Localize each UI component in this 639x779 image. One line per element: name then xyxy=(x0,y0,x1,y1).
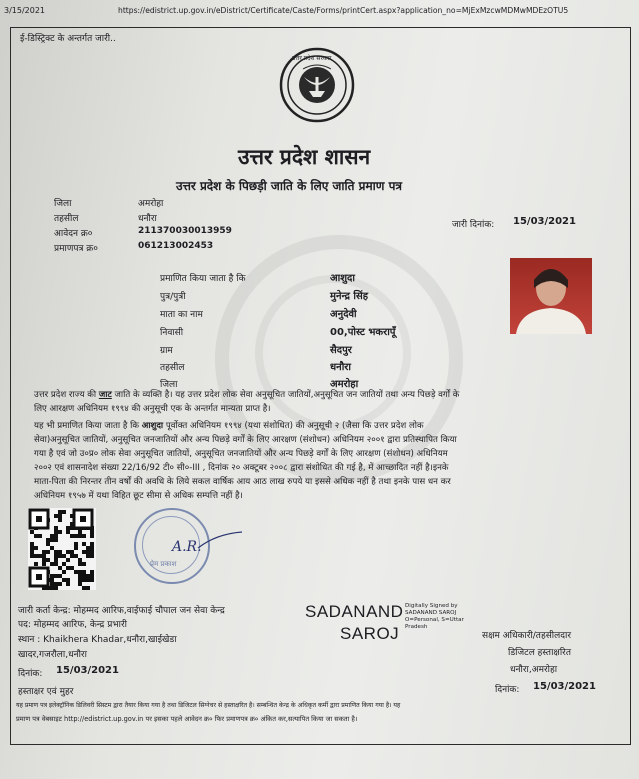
digital-sign-line-1: Digitally Signed by xyxy=(405,603,458,609)
para2-text-a: यह भी प्रमाणित किया जाता है कि xyxy=(34,421,139,431)
issuer-date-label: दिनांक: xyxy=(18,669,43,679)
details-district-label: जिला xyxy=(160,380,178,390)
paragraph-2-line-1 xyxy=(34,420,606,433)
paragraph-2-line-6: अधिनियम १९५७ में यथा विहित छूट सीमा से अधिक सम्पत्ति नहीं है। xyxy=(34,491,243,501)
application-number-label: आवेदन क्र० xyxy=(54,229,93,239)
qr-code xyxy=(28,508,96,590)
parent-name: मुनेन्द्र सिंह xyxy=(330,291,369,302)
certificate-title: उत्तर प्रदेश शासन xyxy=(238,145,371,169)
resident-value: 00,पोस्ट भकरापूँ xyxy=(330,327,396,338)
details-tehsil-label: तहसील xyxy=(160,363,185,373)
signature-stroke xyxy=(196,530,244,552)
paragraph-1-line-2: लिए आरक्षण अधिनियम १९९४ की अनुसूची एक के अन्तर्गत मान्यता प्राप्त है। xyxy=(34,404,271,414)
digital-signer-name-2: SAROJ xyxy=(340,624,400,643)
district-label: जिला xyxy=(54,199,72,209)
certified-label: प्रमाणित किया जाता है कि xyxy=(160,274,246,284)
issuer-date-value: 15/03/2021 xyxy=(56,665,119,676)
paragraph-2-line-5: माता-पिता की निरन्तर तीन वर्षों की अवधि के लिये सकल वार्षिक आय आठ लाख रुपये या इससे अधिक नहीं है तथा इनके पास धन कर xyxy=(34,477,451,487)
digital-sign-line-4: Pradesh xyxy=(405,624,428,630)
resident-label: निवासी xyxy=(160,328,184,338)
issued-under-text: ई-डिस्ट्रिक्ट के अन्तर्गत जारी.. xyxy=(20,34,116,44)
paragraph-2-line-4: २००२ एवं शासनादेश संख्या 22/16/92 टी० सी०-III , दिनांक २० अक्टूबर २००८ द्वारा संशोधित की गई है, में आच्छादित नहीं है।इनके xyxy=(34,463,449,473)
digital-signer-name-1: SADANAND xyxy=(305,602,404,621)
issuer-place-2: खादर,गजरौला,धनौरा xyxy=(18,650,87,660)
issue-date-label: जारी दिनांक: xyxy=(452,220,495,230)
authority-place: धनौरा,अमरोहा xyxy=(510,665,558,675)
print-date: 3/15/2021 xyxy=(4,6,46,15)
village-label: ग्राम xyxy=(160,346,173,356)
digital-signature-details xyxy=(405,603,464,631)
issuer-place: स्थान : Khaikhera Khadar,धनौरा,खाईखेडा xyxy=(18,635,177,645)
footer-verification-link[interactable]: http://edistrict.up.gov.in xyxy=(64,715,144,723)
authority-date-value: 15/03/2021 xyxy=(533,681,596,692)
para2-applicant-name: आशुदा xyxy=(141,421,164,431)
authority-title: सक्षम अधिकारी/तहसीलदार xyxy=(482,631,572,641)
certificate-number-value: 061213002453 xyxy=(138,241,214,251)
applicant-photo-figure xyxy=(510,258,592,334)
applicant-photo xyxy=(510,258,592,334)
paragraph-2-line-3: गया है एवं जो उ०प्र० लोक सेवा अनुसूचित जातियों, अनुसूचित जनजातियों और अन्य पिछड़े वर्गों के लिए आरक्षण (संशोधन) अधिनियम xyxy=(34,449,448,459)
authority-sign: डिजिटल हस्ताक्षरित xyxy=(508,648,571,658)
district-value: अमरोहा xyxy=(138,199,164,209)
tehsil-label: तहसील xyxy=(54,214,79,224)
certificate-number-label: प्रमाणपत्र क्र० xyxy=(54,244,98,254)
digital-sign-line-3: O=Personal, S=Uttar xyxy=(405,617,464,623)
paragraph-1-line-1 xyxy=(34,389,606,402)
footer-line-2 xyxy=(16,714,357,723)
footer-line-1: यह प्रमाण पत्र इलेक्ट्रॉनिक डिलिवरी सिस्टम द्वारा तैयार किया गया है तथा डिजिटल सिग्नेचर से हस्ताक्षरित है। सम्बन्धित केन्द्र के अधिकृत कर्मी द्वारा प्रमाणित किया गया है। यह xyxy=(16,702,401,709)
signature-initials: A.R. xyxy=(172,539,202,555)
parent-label: पुत्र/पुत्री xyxy=(160,292,186,302)
para2-text-b: पूर्वोक्त अधिनियम १९९४ (यथा संशोधित) की अनुसूची २ (जैसा कि उत्तर प्रदेश लोक xyxy=(165,421,424,431)
digital-sign-line-2: SADANAND SAROJ xyxy=(405,610,457,616)
emblem-text: उत्तर प्रदेश सरकार xyxy=(292,55,332,62)
details-tehsil-value: धनौरा xyxy=(330,362,351,373)
paragraph-2-line-2: सेवा)अनुसूचित जातियों, अनुसूचित जनजातियों और अन्य पिछड़े वर्गों के लिए आरक्षण (संशोधन) अधिनियम २००१ द्वारा प्रतिस्थापित किया xyxy=(34,435,457,445)
footer-text-b: पर इसका पहले आवेदन क्र० फिर प्रमाणपत्र क्र० अंकित कर,सत्यापित किया जा सकता है। xyxy=(145,715,358,723)
para1-text-a: उत्तर प्रदेश राज्य की xyxy=(34,390,97,400)
applicant-name: आशुदा xyxy=(330,273,355,284)
stamp-text: प्रेम प्रकाश xyxy=(150,560,177,568)
issuer-post: पद: मोहम्मद आरिफ, केन्द्र प्रभारी xyxy=(18,620,127,630)
caste-name: जाट xyxy=(98,390,112,400)
issue-date-value: 15/03/2021 xyxy=(513,216,576,227)
village-value: सैदपुर xyxy=(330,345,352,356)
issuer-sign-label: हस्ताक्षर एवं मुहर xyxy=(18,687,74,697)
certificate-subtitle: उत्तर प्रदेश के पिछड़ी जाति के लिए जाति प्रमाण पत्र xyxy=(176,179,403,193)
tehsil-value: धनौरा xyxy=(138,214,157,224)
mother-name: अनुदेवी xyxy=(330,309,357,320)
print-url: https://edistrict.up.gov.in/eDistrict/Certificate/Caste/Forms/printCert.aspx?application_no=MjExMzcwMDMwMDEzOTU5 xyxy=(118,6,569,15)
issuer-center: जारी कर्ता केन्द्र: मोहम्मद आरिफ,वाईफाई चौपाल जन सेवा केन्द्र xyxy=(18,606,225,616)
footer-text-a: प्रमाण पत्र वेबसाइट xyxy=(16,715,62,723)
qr-code-pattern xyxy=(28,508,96,590)
para1-text-b: जाति के व्यक्ति है। यह उत्तर प्रदेश लोक सेवा अनुसूचित जातियों,अनुसूचित जन जातियों तथा अन्य पिछड़े वर्गों के xyxy=(114,390,460,400)
mother-label: माता का नाम xyxy=(160,310,203,320)
details-district-value: अमरोहा xyxy=(330,379,359,390)
authority-date-label: दिनांक: xyxy=(495,685,520,695)
application-number-value: 211370030013959 xyxy=(138,226,232,236)
